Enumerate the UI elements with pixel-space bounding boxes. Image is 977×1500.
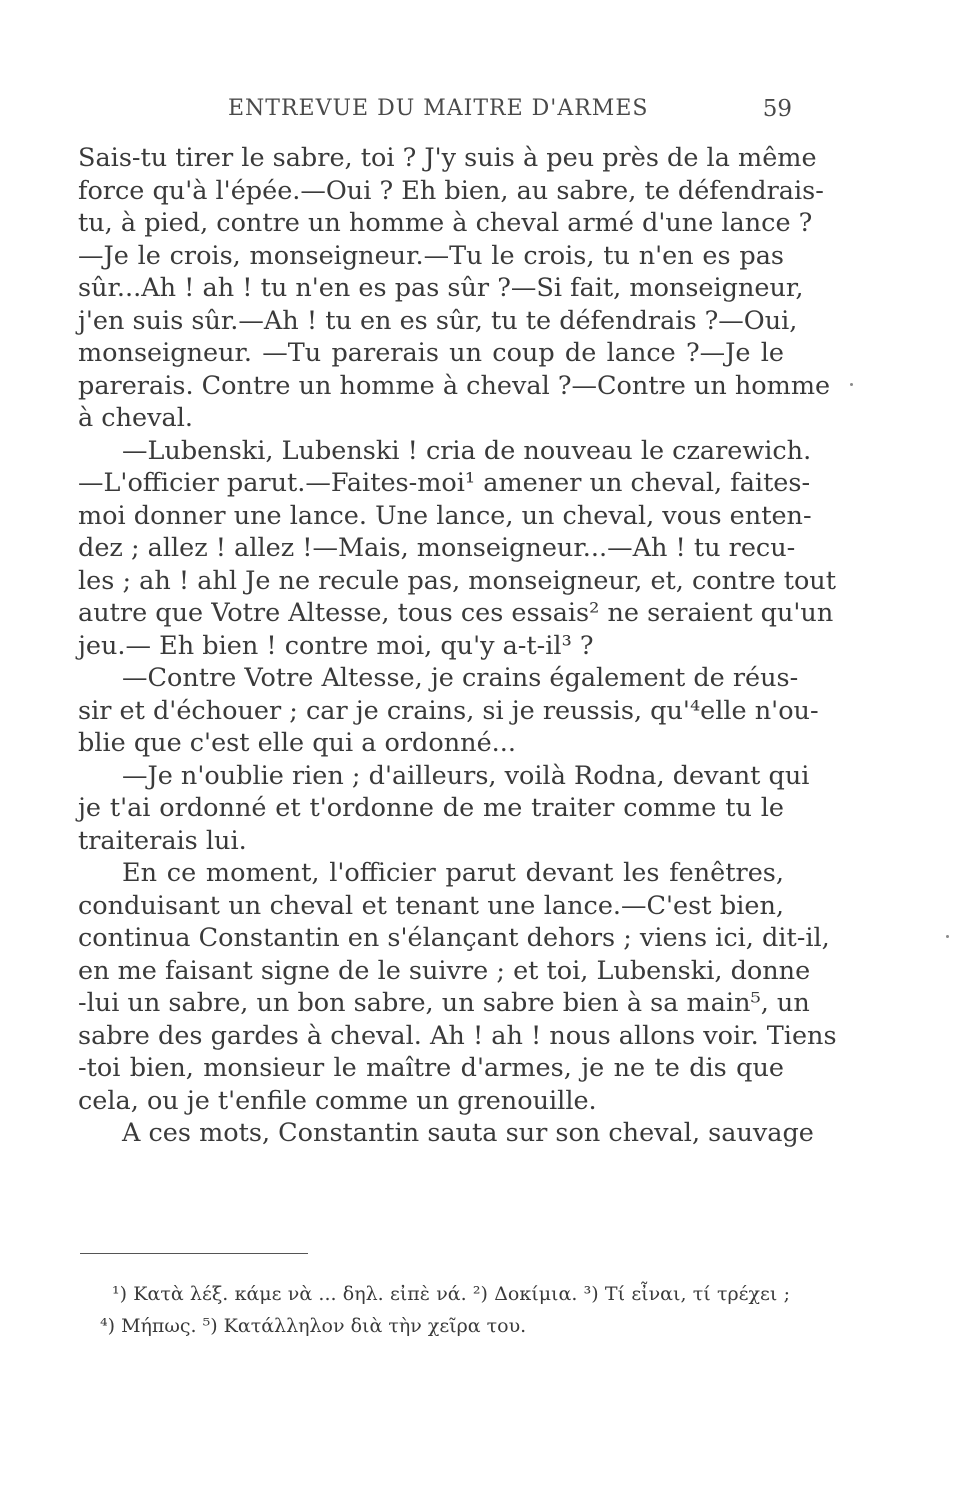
text-line: sabre des gardes à cheval. Ah ! ah ! nous allons voir. Tiens [78, 1020, 837, 1051]
paper-speck [946, 935, 949, 938]
text-line: —Je n'oublie rien ; d'ailleurs, voilà Rodna, devant qui [122, 760, 810, 791]
text-line: les ; ah ! ahl Je ne recule pas, monseigneur, et, contre tout [78, 565, 836, 596]
text-line: cela, ou je t'enfile comme un grenouille. [78, 1085, 597, 1116]
text-line: -toi bien, monsieur le maître d'armes, je ne te dis que [78, 1053, 784, 1083]
text-line: sûr...Ah ! ah ! tu n'en es pas sûr ?—Si fait, monseigneur, [78, 273, 804, 303]
text-line: je t'ai ordonné et t'ordonne de me traiter comme tu le [78, 793, 784, 823]
text-line: dez ; allez ! allez !—Mais, monseigneur...—Ah ! tu recu- [78, 533, 796, 563]
running-header [78, 96, 792, 126]
footnote-divider [80, 1253, 308, 1254]
text-line: conduisant un cheval et tenant une lance.—C'est bien, [78, 890, 784, 921]
text-line: j'en suis sûr.—Ah ! tu en es sûr, tu te défendrais ?—Oui, [78, 305, 798, 336]
text-line: sir et d'échouer ; car je crains, si je reussis, qu'⁴elle n'ou- [78, 695, 819, 726]
text-line: traiterais lui. [78, 825, 247, 856]
text-line: force qu'à l'épée.—Oui ? Eh bien, au sabre, te défendrais- [78, 175, 824, 206]
text-line: —Je le crois, monseigneur.—Tu le crois, tu n'en es pas [78, 240, 784, 271]
footnote-line: ⁴) Μήπως. ⁵) Κατάλληλον διὰ τὴν χεῖρα του. [100, 1315, 527, 1337]
footnotes [100, 1278, 790, 1342]
chapter-title: ENTREVUE DU MAITRE D'ARMES [228, 96, 649, 121]
body-text [78, 142, 837, 1150]
text-line: moi donner une lance. Une lance, un cheval, vous enten- [78, 500, 812, 531]
text-line: blie que c'est elle qui a ordonné... [78, 728, 516, 758]
text-line: A ces mots, Constantin sauta sur son cheval, sauvage [122, 1118, 814, 1148]
text-line: Sais-tu tirer le sabre, toi ? J'y suis à peu près de la même [78, 143, 817, 173]
text-line: jeu.— Eh bien ! contre moi, qu'y a-t-il³ ? [78, 630, 594, 661]
text-line: En ce moment, l'officier parut devant les fenêtres, [122, 858, 784, 888]
text-line: —Lubenski, Lubenski ! cria de nouveau le czarewich. [122, 435, 812, 466]
text-line: autre que Votre Altesse, tous ces essais² ne seraient qu'un [78, 598, 834, 628]
text-line: continua Constantin en s'élançant dehors ; viens ici, dit-il, [78, 923, 830, 953]
text-line: —L'officier parut.—Faites-moi¹ amener un cheval, faites- [78, 468, 811, 498]
text-line: en me faisant signe de le suivre ; et toi, Lubenski, donne [78, 955, 811, 986]
text-line: monseigneur. —Tu parerais un coup de lance ?—Je le [78, 338, 784, 368]
text-line: tu, à pied, contre un homme à cheval armé d'une lance ? [78, 208, 813, 238]
text-line: à cheval. [78, 403, 193, 433]
page-number: 59 [762, 96, 792, 122]
text-line: —Contre Votre Altesse, je crains également de réus- [122, 663, 799, 693]
paper-speck [850, 383, 853, 386]
text-line: parerais. Contre un homme à cheval ?—Contre un homme [78, 370, 831, 401]
text-line: -lui un sabre, un bon sabre, un sabre bien à sa main⁵, un [78, 988, 810, 1018]
footnote-line: ¹) Κατὰ λέξ. κάμε νὰ ... δηλ. εἰπὲ νά. ²) Δοκίμια. ³) Τί εἶναι, τί τρέχει ; [112, 1283, 790, 1305]
